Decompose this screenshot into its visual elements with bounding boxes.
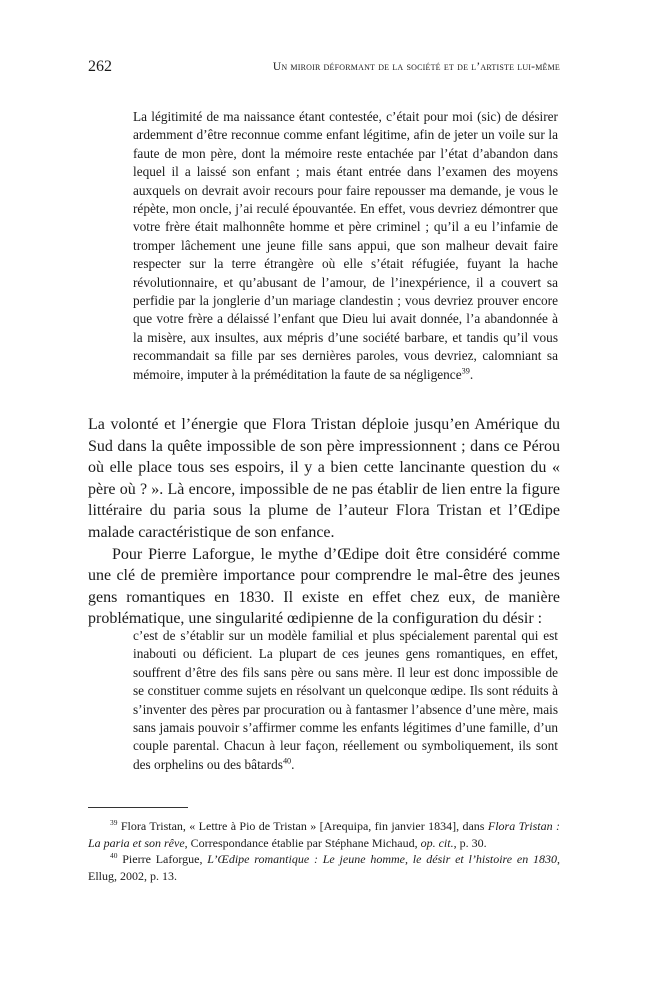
block-quote-laforgue: c’est de s’établir sur un modèle familial et plus spécialement parental qui est inabouti ou déficient. La plupart de ces jeunes gens romantiques, en effet, souffrent d’être des fils sans père ou sans mère. Il leur est donc impossible de se constituer comme sujets en résolvant un quelconque œdipe. Ils sont réduits à s’inventer des pères par procuration ou à fantasmer l’absence d’une mère, mais sans jamais pouvoir s’affirmer comme les enfants légitimes d’une famille, d’un couple parental. Chacun à leur façon, réellement ou symboliquement, ils sont des orphelins ou des bâtards$^{40}$. — [133, 628, 558, 772]
footnote-title: Flora Tristan : La paria et son rêve — [88, 819, 560, 850]
paragraph: La volonté et l’énergie que Flora Tristan déploie jusqu’en Amérique du Sud dans la quête impossible de son père impressionnent ; dans ce Pérou où elle place tous ses espoirs, il y a bien cette lancinante question du « père où ? ». Là encore, impossible de ne pas établir de lien entre la figure littéraire du paria sous la plume de l’auteur Flora Tristan et l’Œdipe malade caractéristique de son enfance. — [88, 416, 560, 541]
footnote-39: $^{39}$ Flora Tristan, « Lettre à Pio de Tristan » [Arequipa, fin janvier 1834], dans Flora Tristan : La paria et son rêve, Correspondance établie par Stéphane Michaud, op. cit., p. 30. — [88, 818, 560, 850]
footnote-title: L’Œdipe romantique : Le jeune homme, le désir et l’histoire en 1830 — [207, 852, 558, 866]
footnote-40: $^{40}$ Pierre Laforgue, L’Œdipe romantique : Le jeune homme, le désir et l’histoire en 1830, Ellug, 2002, p. 13. — [88, 851, 561, 883]
footnote-rule — [88, 807, 188, 808]
page-number: 262 — [88, 58, 112, 75]
quote-text: c’est de s’établir sur un modèle familial et plus spécialement parental qui est inabouti ou déficient. La plupart de ces jeunes gens romantiques, en effet, souffrent d’être des fils sans père ou sans mère. Il leur est donc impossible de se constituer comme sujets en résolvant un quelconque œdipe. Ils sont réduits à s’inventer des pères par procuration ou à fantasmer l’absence d’une mère, mais sans jamais pouvoir s’affirmer comme les enfants légitimes d’une famille, d’un couple parental. Chacun à leur façon, réellement ou symboliquement, ils sont des orphelins ou des bâtards — [133, 628, 558, 772]
block-quote-letter: La légitimité de ma naissance étant contestée, c’était pour moi (sic) de désirer ardemment d’être reconnue comme enfant légitime, afin de jeter un voile sur la faute de mon père, dont la mémoire reste entachée par l’état d’abandon dans lequel il a laissé son enfant ; mais étant entrée dans l’examen des moyens auxquels on devrait avoir recours pour faire repousser ma demande, je vous le répète, mon oncle, j’ai reculé épouvantée. En effet, vous devriez démontrer que votre frère était malhonnête homme et père criminel ; qu’il a eu l’infamie de tromper lâchement une jeune fille sans appui, que son malheur devait faire respecter sur la terre étrangère où elle s’était réfugiée, fuyant la hache révolutionnaire, et qu’abusant de l’amour, de l’inexpérience, il a couvert sa perfidie par la jonglerie d’un mariage clandestin ; vous devriez prouver encore que votre frère a délaissé l’enfant que Dieu lui avait donnée, l’a abandonnée à la misère, aux insultes, aux mépris d’une société barbare, et tandis qu’il vous recommandait sa fille par ses dernières paroles, vous devriez, calomniant sa mémoire, imputer à la préméditation la faute de sa négligence$^{39}$. — [133, 109, 558, 382]
footnote-number: 40 — [110, 851, 118, 860]
quote-text: La légitimité de ma naissance étant contestée, c’était pour moi (sic) de désirer ardemment d’être reconnue comme enfant légitime, afin de jeter un voile sur la faute de mon père, dont la mémoire reste entachée par l’état d’abandon dans lequel il a laissé son enfant ; mais étant entrée dans l’examen des moyens auxquels on devrait avoir recours pour faire repousser ma demande, je vous le répète, mon oncle, j’ai reculé épouvantée. En effet, vous devriez démontrer que votre frère était malhonnête homme et père criminel ; qu’il a eu l’infamie de tromper lâchement une jeune fille sans appui, que son malheur devait faire respecter sur la terre étrangère où elle s’était réfugiée, fuyant la hache révolutionnaire, et qu’abusant de l’amour, de l’inexpérience, il a couvert sa perfidie par la jonglerie d’un mariage clandestin ; vous devriez prouver encore que votre frère a délaissé l’enfant que Dieu lui avait donnée, l’a abandonnée à la misère, aux insultes, aux mépris d’une société barbare, et tandis qu’il vous recommandait sa fille par ses dernières paroles, vous devriez, calomniant sa mémoire, imputer à la préméditation la faute de sa négligence — [133, 109, 558, 382]
body-text — [88, 414, 560, 630]
running-title: Un miroir déformant de la société et de l’artiste lui-même — [272, 61, 560, 73]
footnote-number: 39 — [110, 818, 118, 827]
footnote-ref[interactable]: 40 — [282, 756, 292, 766]
paragraph: Pour Pierre Laforgue, le mythe d’Œdipe doit être considéré comme une clé de première importance pour comprendre le mal-être des jeunes gens romantiques en 1830. Il existe en effet chez eux, de manière problématique, une singularité œdipienne de la configuration du désir : — [88, 545, 560, 628]
footnotes — [88, 818, 560, 884]
footnote-ref[interactable]: 39 — [461, 366, 470, 376]
page-header — [88, 58, 560, 80]
